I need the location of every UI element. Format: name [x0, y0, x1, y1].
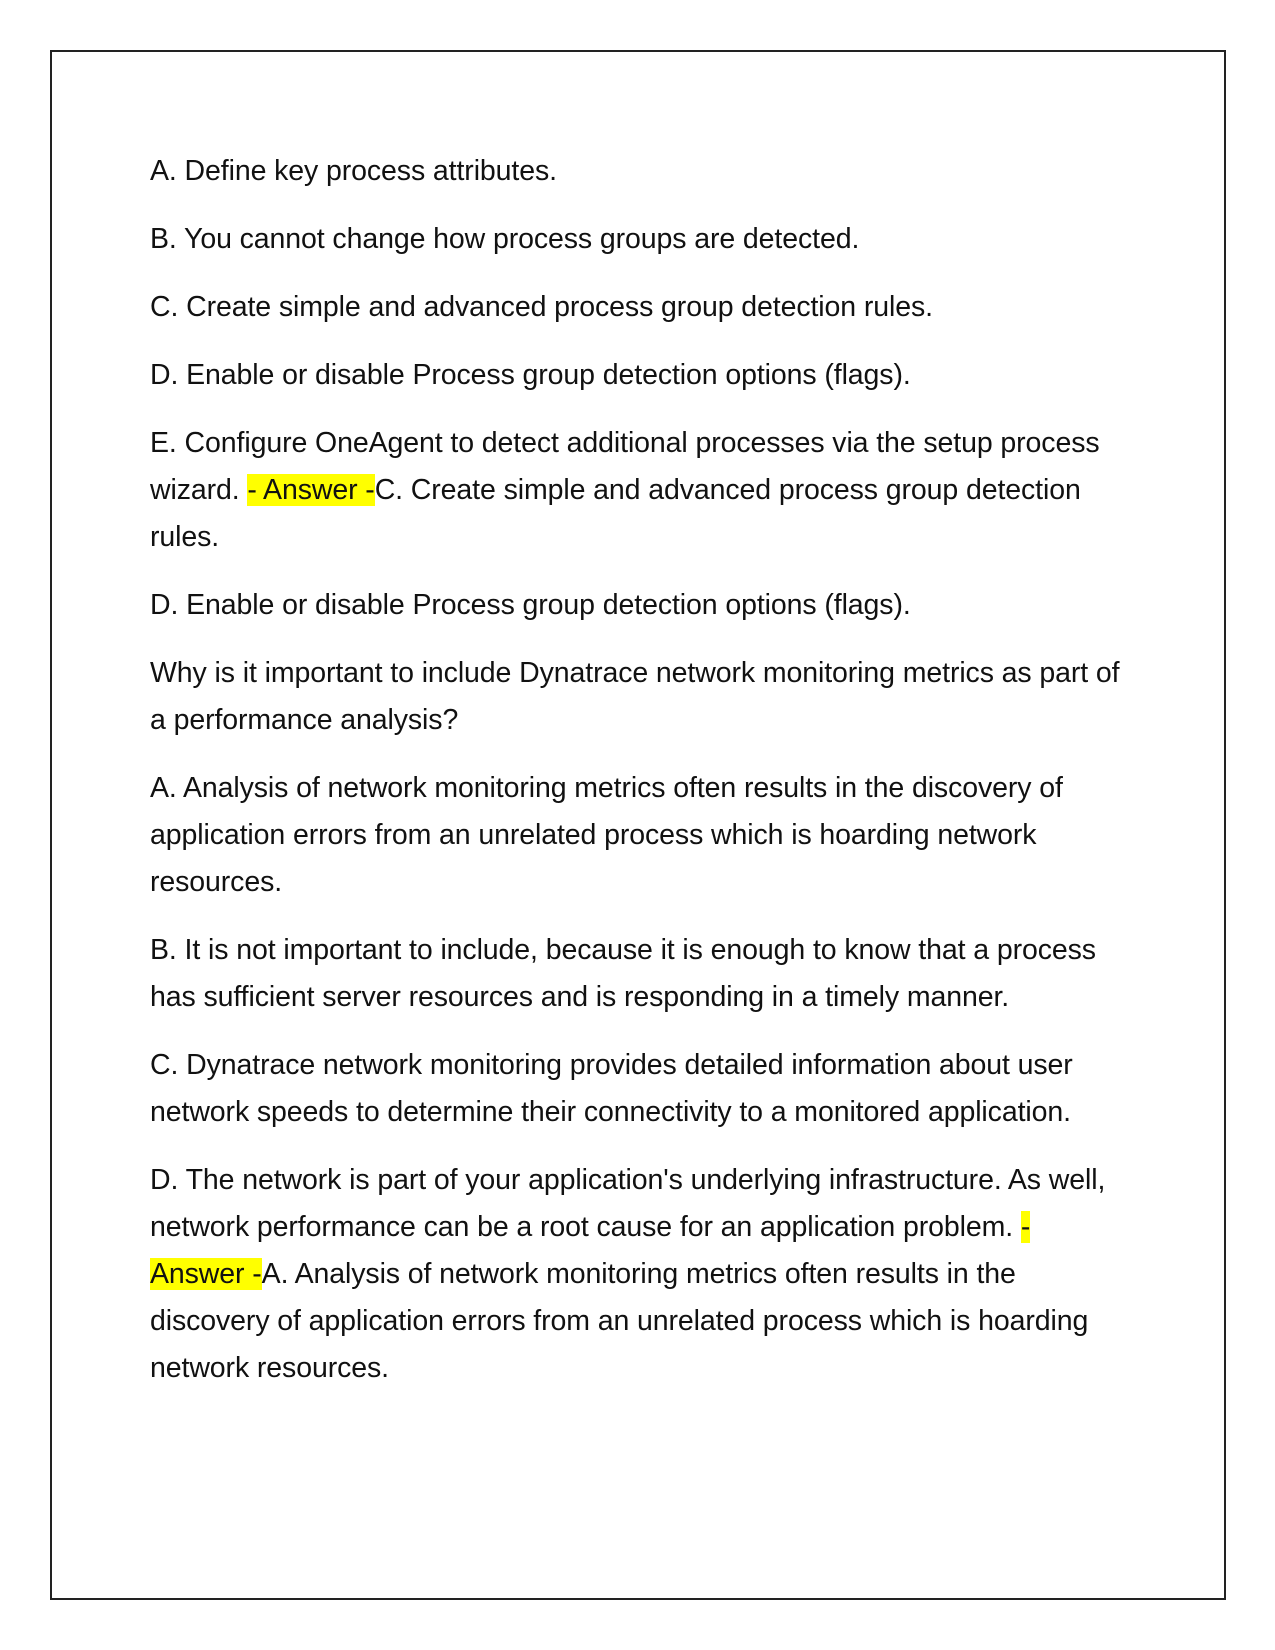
option-d-with-answer: [150, 1157, 1130, 1392]
option-a-key-attributes: A. Define key process attributes.: [150, 155, 557, 187]
option-b-cannot-change: B. You cannot change how process groups are detected.: [150, 223, 860, 255]
question-network-metrics: Why is it important to include Dynatrace network monitoring metrics as part of a performance analysis?: [150, 657, 1120, 736]
answer-text: A. Analysis of network monitoring metrics often results in the discovery of application errors from an unrelated process which is hoarding network resources.: [150, 1258, 1089, 1384]
document-body: [150, 148, 1130, 1413]
answer-text: C. Create simple and advanced process group detection rules.: [150, 474, 1081, 553]
option-c-user-network-speeds: C. Dynatrace network monitoring provides detailed information about user network speeds to determine their connectivity to a monitored application.: [150, 1049, 1073, 1128]
option-e-text: E. Configure OneAgent to detect additional processes via the setup process wizard.: [150, 427, 1100, 506]
option-c-detection-rules: C. Create simple and advanced process group detection rules.: [150, 291, 933, 323]
option-d-text: D. The network is part of your application's underlying infrastructure. As well, network performance can be a root cause for an application problem.: [150, 1164, 1106, 1243]
option-b-not-important: B. It is not important to include, because it is enough to know that a process has sufficient server resources and is responding in a timely manner.: [150, 934, 1096, 1013]
option-a-network-analysis: A. Analysis of network monitoring metrics often results in the discovery of application errors from an unrelated process which is hoarding network resources.: [150, 772, 1063, 898]
answer-highlight: - Answer -: [247, 474, 375, 506]
option-e-with-answer: [150, 420, 1130, 561]
answer-highlight: - Answer -: [150, 1211, 1031, 1290]
option-d-detection-flags: D. Enable or disable Process group detection options (flags).: [150, 359, 911, 391]
answer-continuation: D. Enable or disable Process group detection options (flags).: [150, 589, 911, 621]
